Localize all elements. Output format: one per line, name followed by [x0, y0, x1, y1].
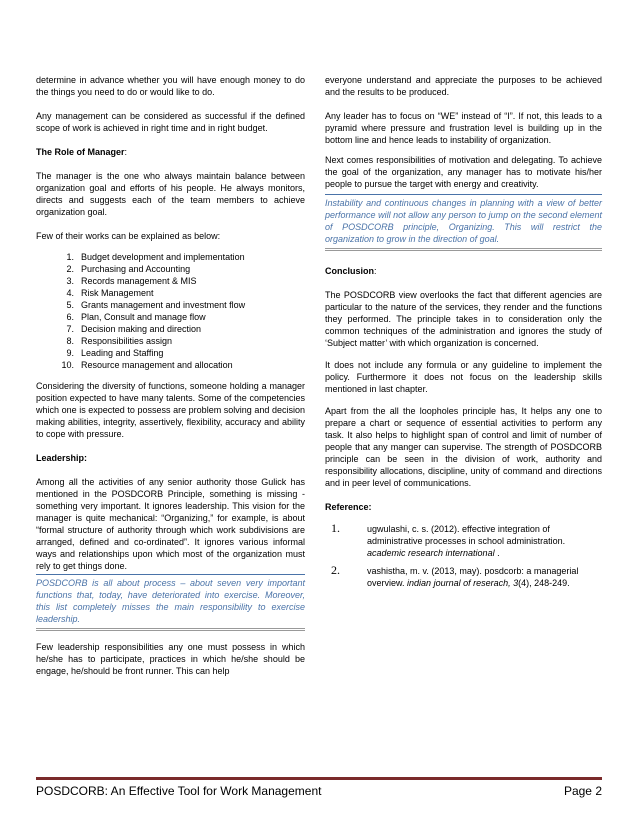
paragraph: determine in advance whether you will have enough money to do the things you need to do or would like to do. — [36, 75, 305, 97]
section-heading-conclusion — [325, 265, 602, 277]
list-item-number: 3. — [66, 276, 74, 286]
paragraph: It does not include any formula or any guideline to implement the policy. Furthermore it does not focus on the leadership skills mentioned in last chapter. — [325, 360, 602, 394]
page-number: Page 2 — [563, 784, 602, 798]
list-item — [56, 299, 305, 311]
list-item-number: 7. — [66, 324, 74, 334]
paragraph: Apart from the all the loopholes principle has, It helps any one to prepare a chart or sequence of essential activities to perform any task. It also helps to highlight span of control and limit of number of people that any manger can supervise. The strength of POSDCORB principle can be seen in the division of work, authority and responsibility allocations, discipline, unity of command and directions and in peer level of communications. — [325, 406, 602, 488]
list-item-number: 4. — [66, 288, 74, 298]
paragraph: Next comes responsibilities of motivation and delegating. To achieve the goal of the organization, any manager has to motivate his/her people to pursue the target with energy and creativity. — [325, 155, 602, 189]
reference-list — [325, 523, 602, 589]
list-item — [56, 311, 305, 323]
list-item — [56, 275, 305, 287]
section-heading-reference: Reference: — [325, 502, 372, 512]
list-item-label: Decision making and direction — [81, 324, 202, 334]
reference-number: 1. — [331, 521, 340, 535]
left-column — [36, 74, 305, 677]
list-item-label: Purchasing and Accounting — [81, 264, 191, 274]
reference-tail: (4), 248-249. — [518, 578, 570, 588]
list-item-label: Responsibilities assign — [81, 336, 173, 346]
reference-text: vashistha, m. v. (2013, may). posdcorb: a managerial overview. — [367, 566, 579, 588]
list-item — [56, 359, 305, 371]
reference-item — [331, 521, 602, 559]
heading-text: Conclusion — [325, 266, 374, 276]
functions-list — [36, 251, 305, 371]
list-item-label: Budget development and implementation — [81, 252, 245, 262]
list-item — [56, 287, 305, 299]
paragraph: Any leader has to focus on “WE” instead of “I”. If not, this leads to a pyramid where pressure and frustration level is building up in the bottom line and hence leads to instability of organization. — [325, 111, 602, 145]
heading-text: The Role of Manager — [36, 147, 125, 157]
list-item-number: 6. — [66, 312, 74, 322]
footer-divider — [36, 777, 602, 780]
list-item-number: 10. — [61, 360, 74, 370]
list-item-label: Records management & MIS — [81, 276, 197, 286]
list-item-number: 1. — [66, 252, 74, 262]
paragraph: The manager is the one who always maintain balance between organization goal and efforts of his people. He always monitors, directs and suggests each of the team members to achieve organization goal. — [36, 171, 305, 217]
heading-colon: : — [124, 147, 128, 157]
list-item-label: Leading and Staffing — [81, 348, 164, 358]
list-item — [56, 263, 305, 275]
list-item-number: 5. — [66, 300, 74, 310]
paragraph: The POSDCORB view overlooks the fact that different agencies are particular to the nature of the services, they render and the functions they performed. The principle takes in to consideration only the common techniques of the administration and ignores the study of ‘Subject matter’ with which organization is concerned. — [325, 290, 602, 348]
reference-volume: 3 — [513, 578, 519, 588]
reference-journal: academic research international — [367, 548, 495, 558]
list-item-number: 9. — [66, 348, 74, 358]
right-column — [325, 74, 602, 595]
reference-tail: . — [497, 548, 500, 558]
paragraph: Among all the activities of any senior authority those Gulick has mentioned in the POSDCORB Principle, something is missing - something very important. It ignores leadership. This vision for the manager is quite mechanical: “Organizing,” for example, is about “formal structure of authority through which work subdivisions are arranged, defined and co-ordinated”. It ignores various informal ways and relationships upon which most of the organization must rely to get things done. — [36, 477, 305, 571]
pull-quote-text: POSDCORB is all about process – about seven very important functions that, today, have deteriorated into exercise. Moreover, this list completely misses the main responsibility to exercise leadership. — [36, 578, 305, 624]
list-item-label: Plan, Consult and manage flow — [81, 312, 206, 322]
reference-number: 2. — [331, 563, 340, 577]
list-item-number: 2. — [66, 264, 74, 274]
reference-item — [331, 563, 602, 589]
list-item-number: 8. — [66, 336, 74, 346]
paragraph: Few of their works can be explained as below: — [36, 231, 221, 241]
list-item-label: Grants management and investment flow — [81, 300, 246, 310]
reference-text: ugwulashi, c. s. (2012). effective integration of administrative processes in school administration. — [367, 524, 566, 546]
paragraph: Considering the diversity of functions, someone holding a manager position expected to have many talents. Some of the competencies which one is expected to possess are problem solving and decision making abilities, integrity, assertively, flexibility, accuracy and ability to cope with pressure. — [36, 381, 305, 439]
paragraph: Any management can be considered as successful if the defined scope of work is achieved in right time and in right budget. — [36, 111, 305, 133]
heading-colon: : — [374, 266, 377, 276]
paragraph: everyone understand and appreciate the purposes to be achieved and the results to be produced. — [325, 75, 602, 97]
section-heading-leadership: Leadership: — [36, 453, 88, 463]
pull-quote — [36, 574, 305, 631]
list-item — [56, 335, 305, 347]
list-item — [56, 323, 305, 335]
reference-journal: indian journal of reserach, — [407, 578, 511, 588]
footer-title: POSDCORB: An Effective Tool for Work Management — [36, 784, 322, 798]
list-item-label: Risk Management — [81, 288, 154, 298]
page-footer — [36, 784, 602, 799]
section-heading-role-of-manager — [36, 146, 305, 158]
list-item — [56, 347, 305, 359]
list-item-label: Resource management and allocation — [81, 360, 233, 370]
list-item — [56, 251, 305, 263]
pull-quote-text: Instability and continuous changes in planning with a view of better performance will not allow any person to jump on the second element of POSDCORB principle, Organizing. This will restrict the organization to grow in the direction of goal. — [325, 198, 602, 244]
pull-quote — [325, 194, 602, 251]
paragraph: Few leadership responsibilities any one must possess in which he/she has to participate, practices in which he/she should be engage, he/should be front runner. This can help — [36, 642, 305, 676]
